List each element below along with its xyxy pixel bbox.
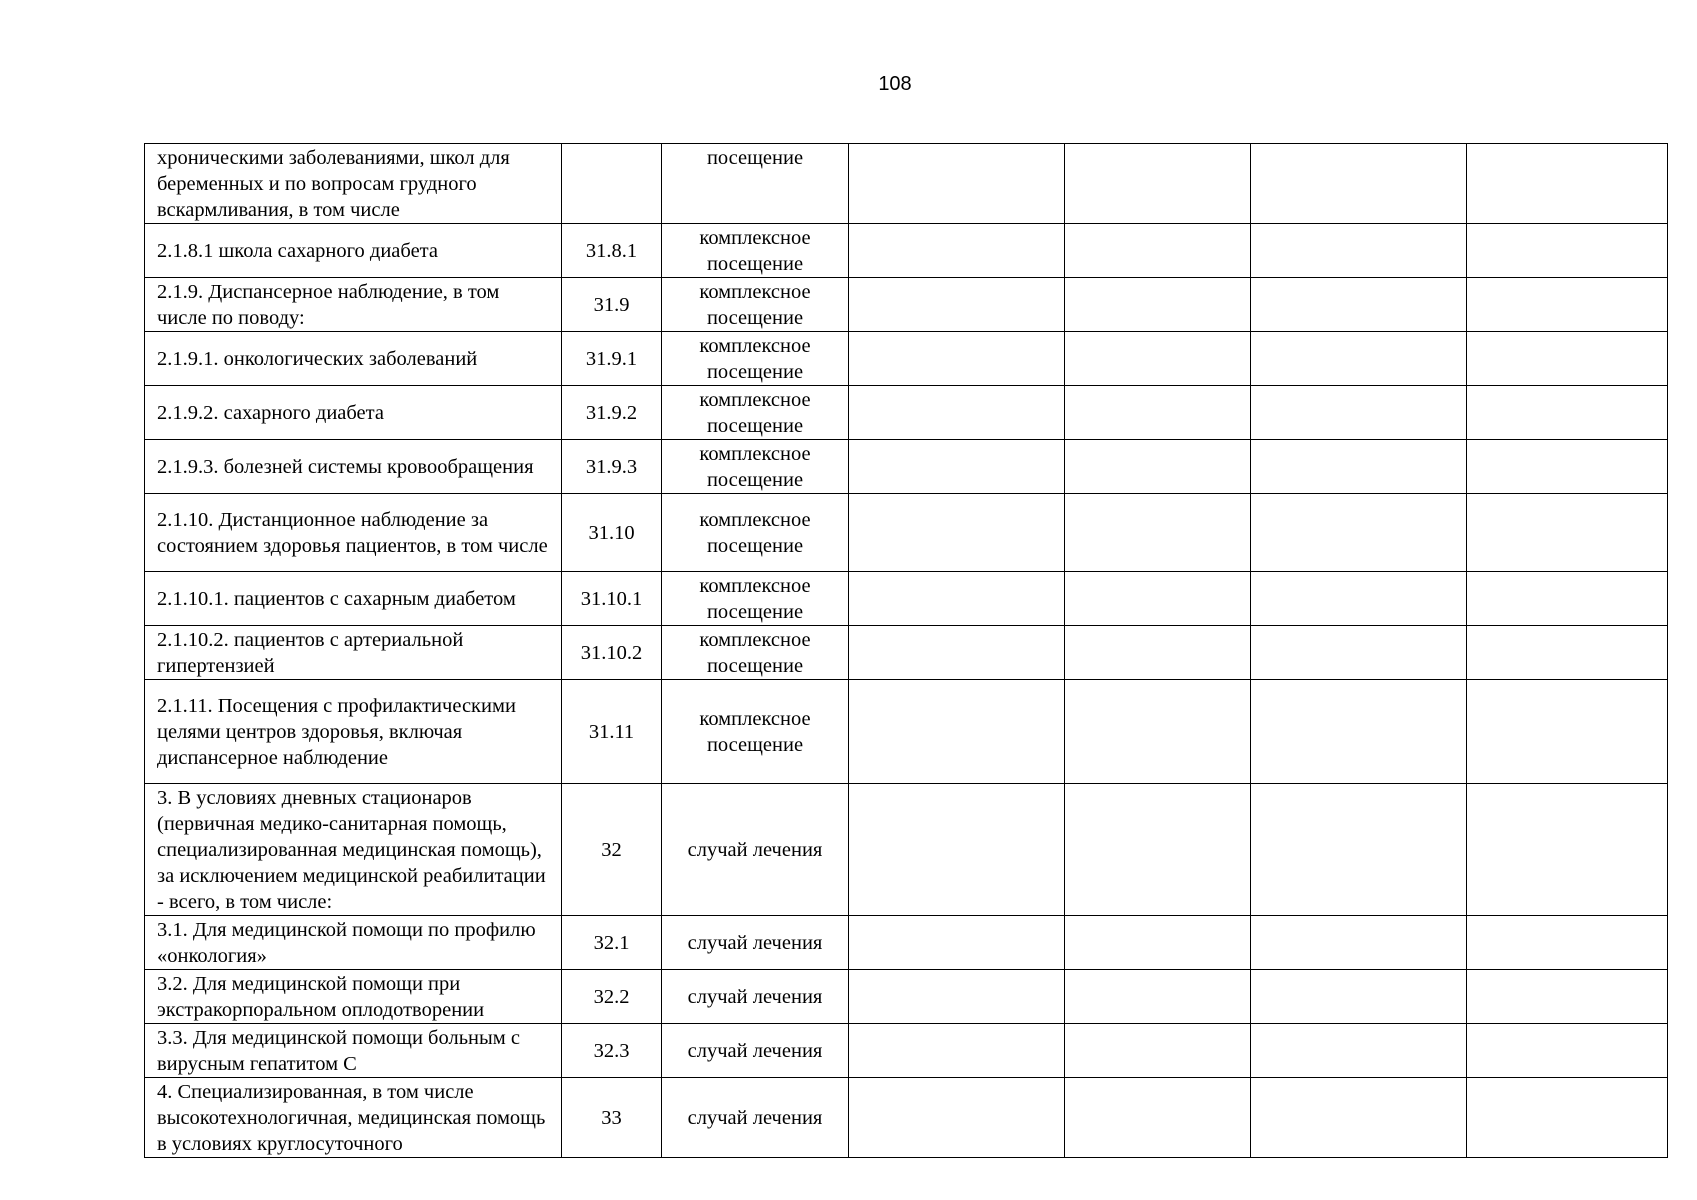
unit-cell: случай лечения: [662, 1024, 849, 1078]
value-cell: [1467, 916, 1668, 970]
row-number-cell: 31.10.2: [562, 626, 662, 680]
table-row: [145, 1078, 1668, 1158]
unit-cell: комплексное посещение: [662, 386, 849, 440]
value-cell: [1251, 784, 1467, 916]
row-number-cell: 31.9: [562, 278, 662, 332]
value-cell: [1251, 440, 1467, 494]
table-row: [145, 278, 1668, 332]
value-cell: [1467, 144, 1668, 224]
value-cell: [1065, 386, 1251, 440]
value-cell: [1251, 680, 1467, 784]
value-cell: [1065, 572, 1251, 626]
unit-cell: комплексное посещение: [662, 680, 849, 784]
value-cell: [1251, 386, 1467, 440]
row-number-cell: 31.10: [562, 494, 662, 572]
row-number-cell: 31.11: [562, 680, 662, 784]
indicator-name-cell: 2.1.9.1. онкологических заболеваний: [145, 332, 562, 386]
value-cell: [1251, 1024, 1467, 1078]
row-number-cell: 31.9.2: [562, 386, 662, 440]
unit-cell: случай лечения: [662, 784, 849, 916]
value-cell: [1065, 680, 1251, 784]
page-number: 108: [878, 73, 912, 95]
unit-cell: комплексное посещение: [662, 332, 849, 386]
table-row: [145, 386, 1668, 440]
value-cell: [849, 144, 1065, 224]
value-cell: [1467, 224, 1668, 278]
value-cell: [1251, 1078, 1467, 1158]
value-cell: [849, 680, 1065, 784]
indicator-name-cell: 2.1.10.2. пациентов с артериальной гипертензией: [145, 626, 562, 680]
value-cell: [1467, 494, 1668, 572]
indicator-name-cell: 2.1.8.1 школа сахарного диабета: [145, 224, 562, 278]
value-cell: [1251, 278, 1467, 332]
table-row: [145, 144, 1668, 224]
unit-cell: случай лечения: [662, 970, 849, 1024]
table-row: [145, 440, 1668, 494]
value-cell: [849, 386, 1065, 440]
row-number-cell: 32: [562, 784, 662, 916]
unit-cell: комплексное посещение: [662, 626, 849, 680]
indicator-name-cell: 3.2. Для медицинской помощи при экстракорпоральном оплодотворении: [145, 970, 562, 1024]
value-cell: [849, 784, 1065, 916]
row-number-cell: 31.8.1: [562, 224, 662, 278]
value-cell: [849, 626, 1065, 680]
indicator-name-cell: 2.1.11. Посещения с профилактическими целями центров здоровья, включая диспансерное наблюдение: [145, 680, 562, 784]
row-number-cell: 31.9.1: [562, 332, 662, 386]
value-cell: [1065, 332, 1251, 386]
table-row: [145, 1024, 1668, 1078]
unit-cell: комплексное посещение: [662, 224, 849, 278]
value-cell: [849, 1024, 1065, 1078]
value-cell: [849, 278, 1065, 332]
row-number-cell: 32.3: [562, 1024, 662, 1078]
table-row: [145, 494, 1668, 572]
value-cell: [1065, 494, 1251, 572]
table-row: [145, 970, 1668, 1024]
row-number-cell: 31.9.3: [562, 440, 662, 494]
indicator-name-cell: 4. Специализированная, в том числе высокотехнологичная, медицинская помощь в условиях круглосуточного: [145, 1078, 562, 1158]
indicator-name-cell: 2.1.9. Диспансерное наблюдение, в том числе по поводу:: [145, 278, 562, 332]
row-number-cell: 32.1: [562, 916, 662, 970]
unit-cell: посещение: [662, 144, 849, 224]
indicator-name-cell: 2.1.9.3. болезней системы кровообращения: [145, 440, 562, 494]
value-cell: [1251, 332, 1467, 386]
table-body: [145, 144, 1668, 1158]
value-cell: [849, 916, 1065, 970]
value-cell: [1251, 626, 1467, 680]
value-cell: [1467, 626, 1668, 680]
value-cell: [1467, 572, 1668, 626]
value-cell: [849, 1078, 1065, 1158]
unit-cell: комплексное посещение: [662, 572, 849, 626]
value-cell: [1065, 1078, 1251, 1158]
indicator-name-cell: 3. В условиях дневных стационаров (первичная медико-санитарная помощь, специализированная медицинская помощь), за исключением медицинской реабилитации - всего, в том числе:: [145, 784, 562, 916]
unit-cell: случай лечения: [662, 1078, 849, 1158]
value-cell: [1467, 1078, 1668, 1158]
table-row: [145, 680, 1668, 784]
value-cell: [1065, 440, 1251, 494]
data-table: [144, 143, 1668, 1158]
unit-cell: комплексное посещение: [662, 494, 849, 572]
value-cell: [1251, 970, 1467, 1024]
value-cell: [849, 572, 1065, 626]
row-number-cell: [562, 144, 662, 224]
value-cell: [1467, 680, 1668, 784]
value-cell: [849, 494, 1065, 572]
table-row: [145, 332, 1668, 386]
table-row: [145, 572, 1668, 626]
value-cell: [1065, 224, 1251, 278]
value-cell: [1467, 332, 1668, 386]
value-cell: [849, 440, 1065, 494]
indicator-name-cell: 2.1.10.1. пациентов с сахарным диабетом: [145, 572, 562, 626]
value-cell: [1065, 1024, 1251, 1078]
value-cell: [1065, 144, 1251, 224]
table-row: [145, 626, 1668, 680]
value-cell: [849, 970, 1065, 1024]
value-cell: [849, 332, 1065, 386]
value-cell: [1467, 970, 1668, 1024]
value-cell: [1467, 386, 1668, 440]
value-cell: [1467, 440, 1668, 494]
table-row: [145, 784, 1668, 916]
unit-cell: комплексное посещение: [662, 278, 849, 332]
row-number-cell: 33: [562, 1078, 662, 1158]
row-number-cell: 32.2: [562, 970, 662, 1024]
value-cell: [1251, 494, 1467, 572]
indicator-name-cell: 2.1.9.2. сахарного диабета: [145, 386, 562, 440]
value-cell: [1251, 224, 1467, 278]
indicator-name-cell: 3.1. Для медицинской помощи по профилю «онкология»: [145, 916, 562, 970]
value-cell: [849, 224, 1065, 278]
table-row: [145, 224, 1668, 278]
value-cell: [1467, 278, 1668, 332]
value-cell: [1065, 916, 1251, 970]
value-cell: [1251, 572, 1467, 626]
value-cell: [1065, 970, 1251, 1024]
table-row: [145, 916, 1668, 970]
value-cell: [1467, 1024, 1668, 1078]
value-cell: [1467, 784, 1668, 916]
row-number-cell: 31.10.1: [562, 572, 662, 626]
unit-cell: комплексное посещение: [662, 440, 849, 494]
value-cell: [1065, 626, 1251, 680]
indicator-name-cell: хроническими заболеваниями, школ для беременных и по вопросам грудного вскармливания, в том числе: [145, 144, 562, 224]
value-cell: [1251, 916, 1467, 970]
value-cell: [1065, 784, 1251, 916]
indicator-name-cell: 2.1.10. Дистанционное наблюдение за состоянием здоровья пациентов, в том числе: [145, 494, 562, 572]
value-cell: [1065, 278, 1251, 332]
indicator-name-cell: 3.3. Для медицинской помощи больным с вирусным гепатитом С: [145, 1024, 562, 1078]
value-cell: [1251, 144, 1467, 224]
unit-cell: случай лечения: [662, 916, 849, 970]
